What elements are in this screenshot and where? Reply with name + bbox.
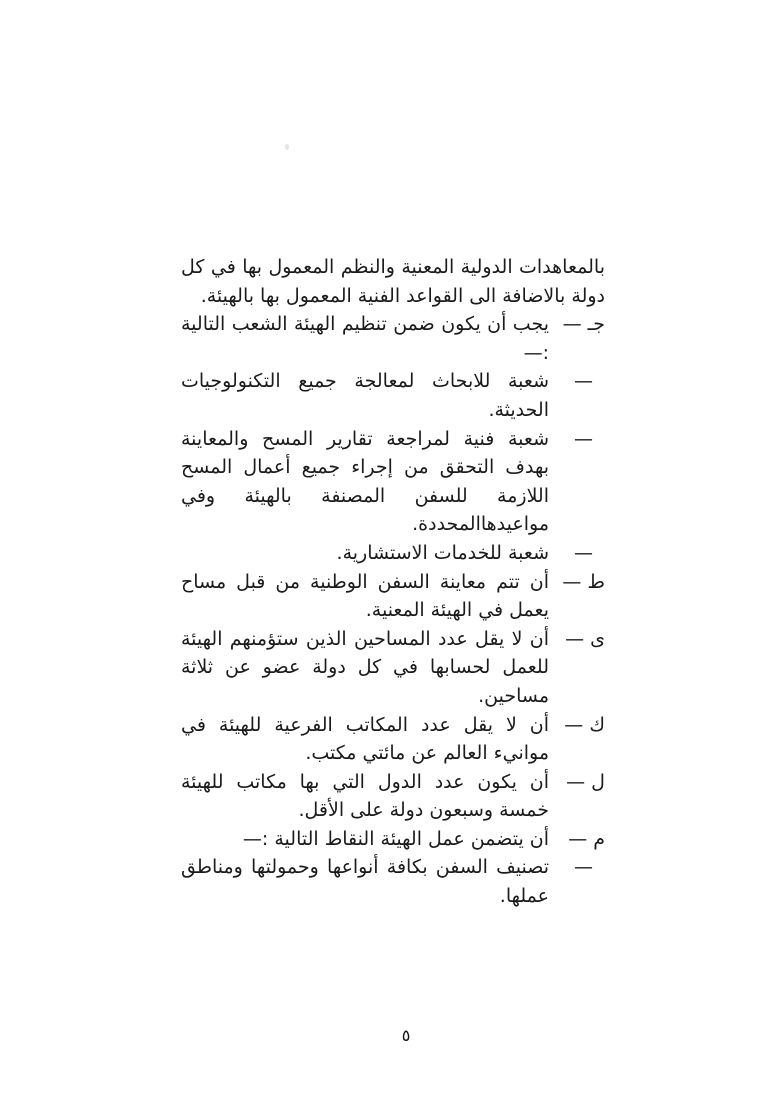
- list-item-text: أن لا يقل عدد المكاتب الفرعية للهيئة في موانيء العالم عن مائتي مكتب.: [181, 713, 549, 765]
- list-item-meem: [181, 825, 605, 854]
- list-item-marker: جـ —: [562, 313, 605, 336]
- dash-marker: —: [574, 856, 593, 879]
- sub-item-text: شعبة للابحاث لمعالجة جميع التكنولوجيات الحديثة.: [181, 370, 549, 421]
- list-item-marker: ل —: [566, 770, 605, 793]
- sub-item-ship-classification: [181, 853, 605, 910]
- sub-item-research-division: [181, 367, 605, 424]
- sub-item-consulting-division: [181, 539, 605, 568]
- sub-item-text: شعبة للخدمات الاستشارية.: [336, 541, 549, 564]
- scan-artifact-speck: [285, 144, 289, 150]
- list-item-kaf: [181, 711, 605, 768]
- list-item-marker: ط —: [562, 570, 605, 593]
- sub-item-text: شعبة فنية لمراجعة تقارير المسح والمعاينة بهدف التحقق من إجراء جميع أعمال المسح اللازمة للسفن المصنفة بالهيئة وفي مواعيدهاالمحددة.: [181, 427, 549, 536]
- list-item-marker: م —: [568, 827, 605, 850]
- list-item-marker: ى —: [565, 627, 605, 650]
- list-item-text: أن يكون عدد الدول التي بها مكاتب للهيئة خمسة وسبعون دولة على الأقل.: [181, 770, 549, 822]
- list-item-lam: [181, 768, 605, 825]
- list-item-text: أن لا يقل عدد المساحين الذين ستؤمنهم الهيئة للعمل لحسابها في كل دولة عضو عن ثلاثة مساحين.: [181, 627, 549, 707]
- intro-paragraph: بالمعاهدات الدولية المعنية والنظم المعمول بها في كل دولة بالاضافة الى القواعد الفنية المعمول بها بالهيئة.: [181, 256, 605, 307]
- list-item-text: يجب أن يكون ضمن تنظيم الهيئة الشعب التالية :—: [181, 313, 549, 364]
- dash-marker: —: [574, 370, 593, 393]
- list-item-jeem: [181, 310, 605, 367]
- list-item-text: أن يتضمن عمل الهيئة النقاط التالية :—: [242, 827, 549, 850]
- list-item-tah: [181, 568, 605, 625]
- page-number: ٥: [401, 1026, 411, 1045]
- list-item-text: أن تتم معاينة السفن الوطنية من قبل مساح يعمل في الهيئة المعنية.: [181, 570, 549, 622]
- list-item-marker: ك —: [564, 713, 605, 736]
- dash-marker: —: [574, 541, 593, 564]
- list-item-ya: [181, 625, 605, 711]
- dash-marker: —: [574, 427, 593, 450]
- sub-item-text: تصنيف السفن بكافة أنواعها وحمولتها ومناطق عملها.: [181, 856, 549, 908]
- sub-item-technical-division: [181, 425, 605, 539]
- text-block: [181, 253, 605, 911]
